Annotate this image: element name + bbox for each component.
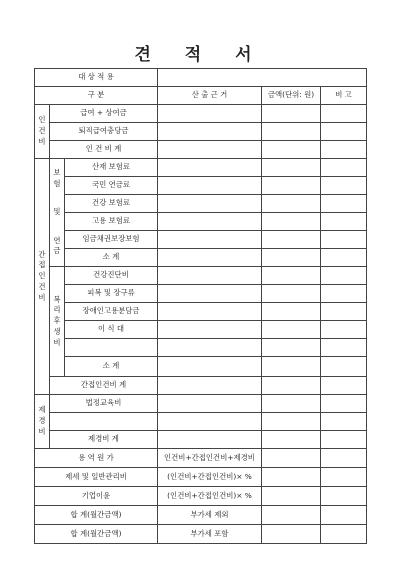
insurance-group-label-text: 보 험 및 연 금	[53, 167, 61, 256]
basis-header: 산 출 근 거	[158, 87, 262, 105]
labor-total-basis-cell	[158, 141, 262, 159]
labor-group-label-text: 인 건 비	[38, 115, 46, 146]
welfare-row-amount-cell	[262, 321, 321, 339]
welfare-row-note-cell	[321, 339, 367, 357]
indirect-total-amount-cell	[262, 377, 321, 395]
summary-basis: 부가세 포함	[158, 525, 262, 544]
summary-note-cell	[321, 487, 367, 506]
summary-label: 용 역 원 가	[35, 449, 158, 468]
insurance-row-basis-cell	[158, 213, 262, 231]
summary-amount-cell	[262, 468, 321, 487]
expense-row-note-cell	[321, 413, 367, 431]
insurance-row-note-cell	[321, 231, 367, 249]
labor-row-amount-cell	[262, 123, 321, 141]
expense-total-basis-cell	[158, 431, 262, 449]
insurance-item: 건강 보험료	[65, 195, 158, 213]
welfare-group-label-text: 복 리 후 생 비	[53, 294, 61, 347]
insurance-row-note-cell	[321, 249, 367, 267]
insurance-item: 국민 연금료	[65, 177, 158, 195]
indirect-total-basis-cell	[158, 377, 262, 395]
summary-note-cell	[321, 468, 367, 487]
welfare-row-amount-cell	[262, 357, 321, 377]
labor-total: 인 건 비 계	[50, 141, 158, 159]
category-header: 구 분	[35, 87, 158, 105]
insurance-item: 고용 보험료	[65, 213, 158, 231]
expense-total-amount-cell	[262, 431, 321, 449]
insurance-subtotal: 소 계	[65, 249, 158, 267]
expense-total: 제경비 계	[50, 431, 158, 449]
expense-row-amount-cell	[262, 395, 321, 413]
insurance-row-amount-cell	[262, 213, 321, 231]
insurance-row-basis-cell	[158, 249, 262, 267]
insurance-row-note-cell	[321, 177, 367, 195]
welfare-row-amount-cell	[262, 339, 321, 357]
welfare-row-note-cell	[321, 321, 367, 339]
welfare-item: 피복 및 장구류	[65, 285, 158, 303]
labor-total-note-cell	[321, 141, 367, 159]
welfare-item: 건강진단비	[65, 267, 158, 285]
insurance-row-amount-cell	[262, 231, 321, 249]
welfare-row-amount-cell	[262, 303, 321, 321]
labor-row-note-cell	[321, 105, 367, 123]
summary-basis: (인건비+간접인건비)× %	[158, 468, 262, 487]
indirect-total: 간접인건비 계	[50, 377, 158, 395]
welfare-row-note-cell	[321, 357, 367, 377]
indirect-group-label-text: 간 접 인 건 비	[38, 249, 46, 302]
welfare-item: 장애인고용분담금	[65, 303, 158, 321]
welfare-row-basis-cell	[158, 267, 262, 285]
insurance-row-amount-cell	[262, 195, 321, 213]
labor-total-amount-cell	[262, 141, 321, 159]
welfare-row-basis-cell	[158, 303, 262, 321]
welfare-row-note-cell	[321, 285, 367, 303]
summary-note-cell	[321, 525, 367, 544]
expense-group-label	[35, 395, 50, 449]
summary-note-cell	[321, 506, 367, 525]
summary-amount-cell	[262, 449, 321, 468]
insurance-row-note-cell	[321, 159, 367, 177]
labor-item: 퇴직급여충당금	[50, 123, 158, 141]
insurance-row-basis-cell	[158, 159, 262, 177]
labor-row-basis-cell	[158, 105, 262, 123]
welfare-subtotal: 소 계	[65, 357, 158, 377]
expense-row-amount-cell	[262, 413, 321, 431]
expense-row-note-cell	[321, 395, 367, 413]
insurance-row-basis-cell	[158, 231, 262, 249]
insurance-item: 산재 보험료	[65, 159, 158, 177]
summary-amount-cell	[262, 487, 321, 506]
insurance-row-amount-cell	[262, 249, 321, 267]
welfare-row-amount-cell	[262, 267, 321, 285]
note-header: 비 고	[321, 87, 367, 105]
amount-header: 금액(단위: 원)	[262, 87, 321, 105]
indirect-group-label	[35, 159, 50, 395]
insurance-row-note-cell	[321, 213, 367, 231]
welfare-item	[65, 339, 158, 357]
expense-row-basis-cell	[158, 413, 262, 431]
welfare-row-basis-cell	[158, 357, 262, 377]
document-title: 견 적 서	[134, 45, 266, 65]
welfare-row-amount-cell	[262, 285, 321, 303]
welfare-row-note-cell	[321, 267, 367, 285]
insurance-row-note-cell	[321, 195, 367, 213]
welfare-row-basis-cell	[158, 285, 262, 303]
summary-label: 제세 및 일반관리비	[35, 468, 158, 487]
insurance-item: 임금채권보장보험	[65, 231, 158, 249]
welfare-row-basis-cell	[158, 321, 262, 339]
summary-note-cell	[321, 449, 367, 468]
summary-label: 합 계(월간금액)	[35, 506, 158, 525]
insurance-row-basis-cell	[158, 177, 262, 195]
expense-row-basis-cell	[158, 395, 262, 413]
expense-item: 법정교육비	[50, 395, 158, 413]
estimate-table	[34, 68, 367, 544]
summary-label: 합 계(월간금액)	[35, 525, 158, 544]
summary-basis: (인건비+간접인건비)× %	[158, 487, 262, 506]
welfare-group-label	[50, 267, 65, 377]
labor-row-basis-cell	[158, 123, 262, 141]
labor-row-note-cell	[321, 123, 367, 141]
welfare-row-basis-cell	[158, 339, 262, 357]
labor-item: 급여 + 상여금	[50, 105, 158, 123]
expense-item	[50, 413, 158, 431]
summary-label: 기업이윤	[35, 487, 158, 506]
welfare-item: 이 식 대	[65, 321, 158, 339]
expense-total-note-cell	[321, 431, 367, 449]
expense-group-label-text: 제 경 비	[38, 405, 46, 436]
target-value	[158, 69, 367, 87]
summary-amount-cell	[262, 525, 321, 544]
labor-row-amount-cell	[262, 105, 321, 123]
summary-amount-cell	[262, 506, 321, 525]
insurance-row-basis-cell	[158, 195, 262, 213]
target-label: 대 상 적 용	[35, 69, 158, 87]
indirect-total-note-cell	[321, 377, 367, 395]
welfare-row-note-cell	[321, 303, 367, 321]
summary-basis: 부가세 제외	[158, 506, 262, 525]
insurance-row-amount-cell	[262, 177, 321, 195]
summary-basis: 인건비+간접인건비+제경비	[158, 449, 262, 468]
insurance-row-amount-cell	[262, 159, 321, 177]
labor-group-label	[35, 105, 50, 159]
insurance-group-label	[50, 159, 65, 267]
